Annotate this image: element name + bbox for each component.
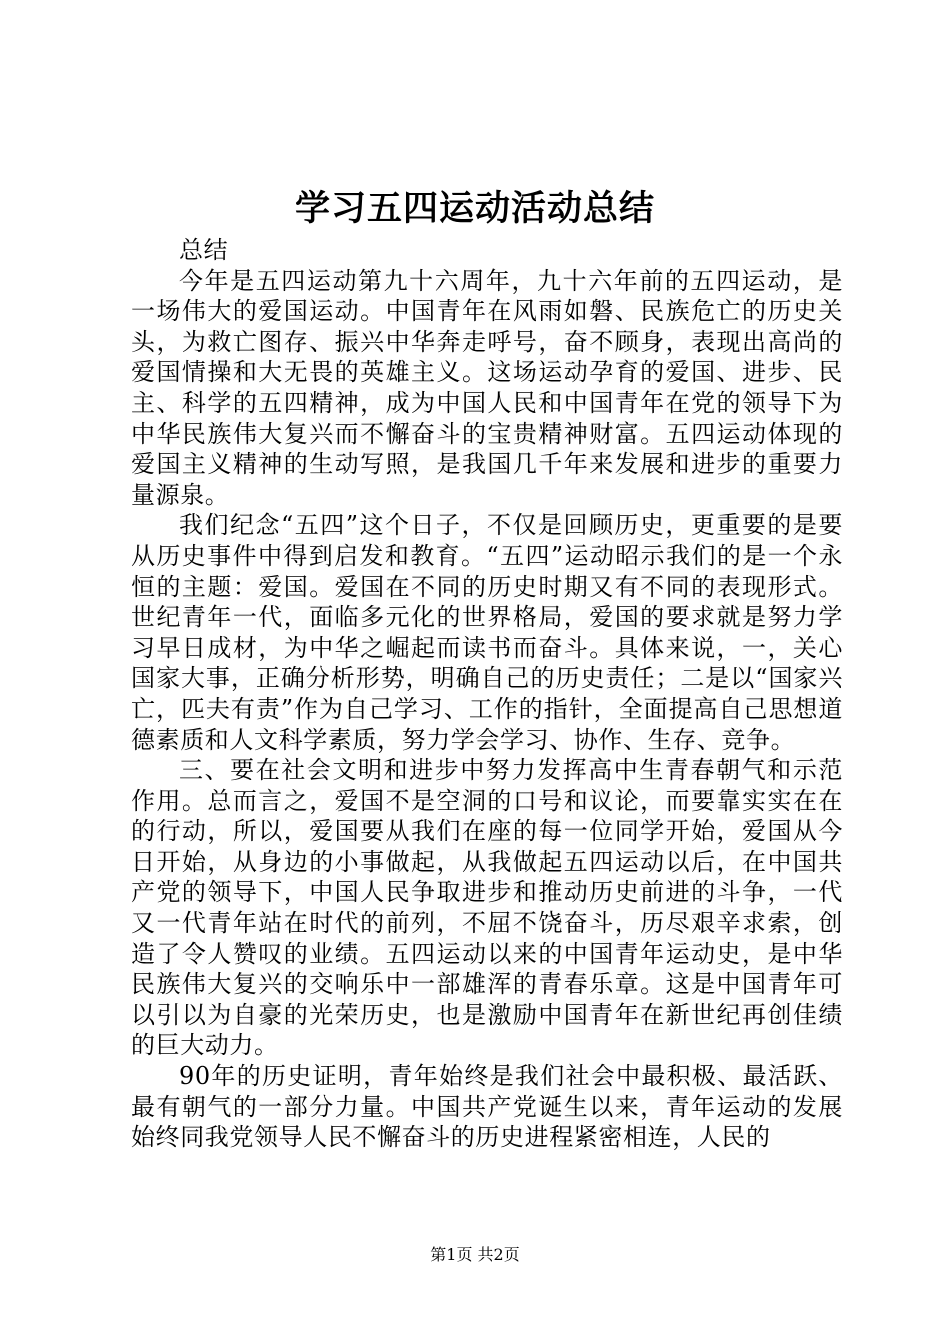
paragraph: 三、要在社会文明和进步中努力发挥高中生青春朝气和示范作用。总而言之，爱国不是空洞的口号和议论，而要靠实实在在的行动，所以，爱国要从我们在座的每一位同学开始，爱国从今日开始，从身边的小事做起，从我做起五四运动以后，在中国共产党的领导下，中国人民争取进步和推动历史前进的斗争，一代又一代青年站在时代的前列，不屈不饶奋斗，历尽艰辛求索，创造了令人赞叹的业绩。五四运动以来的中国青年运动史，是中华民族伟大复兴的交响乐中一部雄浑的青春乐章。这是中国青年可以引以为自豪的光荣历史，也是激励中国青年在新世纪再创佳绩的巨大动力。 bbox=[131, 756, 843, 1060]
page-indicator: 第1页 共2页 bbox=[430, 1245, 520, 1264]
paragraph: 90年的历史证明，青年始终是我们社会中最积极、最活跃、最有朝气的一部分力量。中国共产党诞生以来，青年运动的发展始终同我党领导人民不懈奋斗的历史进程紧密相连，人民的 bbox=[131, 1062, 843, 1152]
document-body bbox=[131, 235, 843, 1153]
paragraph-heading: 总结 bbox=[179, 236, 229, 264]
paragraph: 今年是五四运动第九十六周年，九十六年前的五四运动，是一场伟大的爱国运动。中国青年在风雨如磐、民族危亡的历史关头，为救亡图存、振兴中华奔走呼号，奋不顾身，表现出高尚的爱国情操和大无畏的英雄主义。这场运动孕育的爱国、进步、民主、科学的五四精神，成为中国人民和中国青年在党的领导下为中华民族伟大复兴而不懈奋斗的宝贵精神财富。五四运动体现的爱国主义精神的生动写照，是我国几千年来发展和进步的重要力量源泉。 bbox=[131, 266, 843, 509]
paragraph: 我们纪念“五四”这个日子，不仅是回顾历史，更重要的是要从历史事件中得到启发和教育。“五四”运动昭示我们的是一个永恒的主题：爱国。爱国在不同的历史时期又有不同的表现形式。世纪青年一代，面临多元化的世界格局，爱国的要求就是努力学习早日成材，为中华之崛起而读书而奋斗。具体来说，一，关心国家大事，正确分析形势，明确自己的历史责任；二是以“国家兴亡，匹夫有责”作为自己学习、工作的指针，全面提高自己思想道德素质和人文科学素质，努力学会学习、协作、生存、竞争。 bbox=[131, 511, 843, 754]
document-title: 学习五四运动活动总结 bbox=[294, 188, 655, 229]
page-footer bbox=[0, 1244, 950, 1266]
